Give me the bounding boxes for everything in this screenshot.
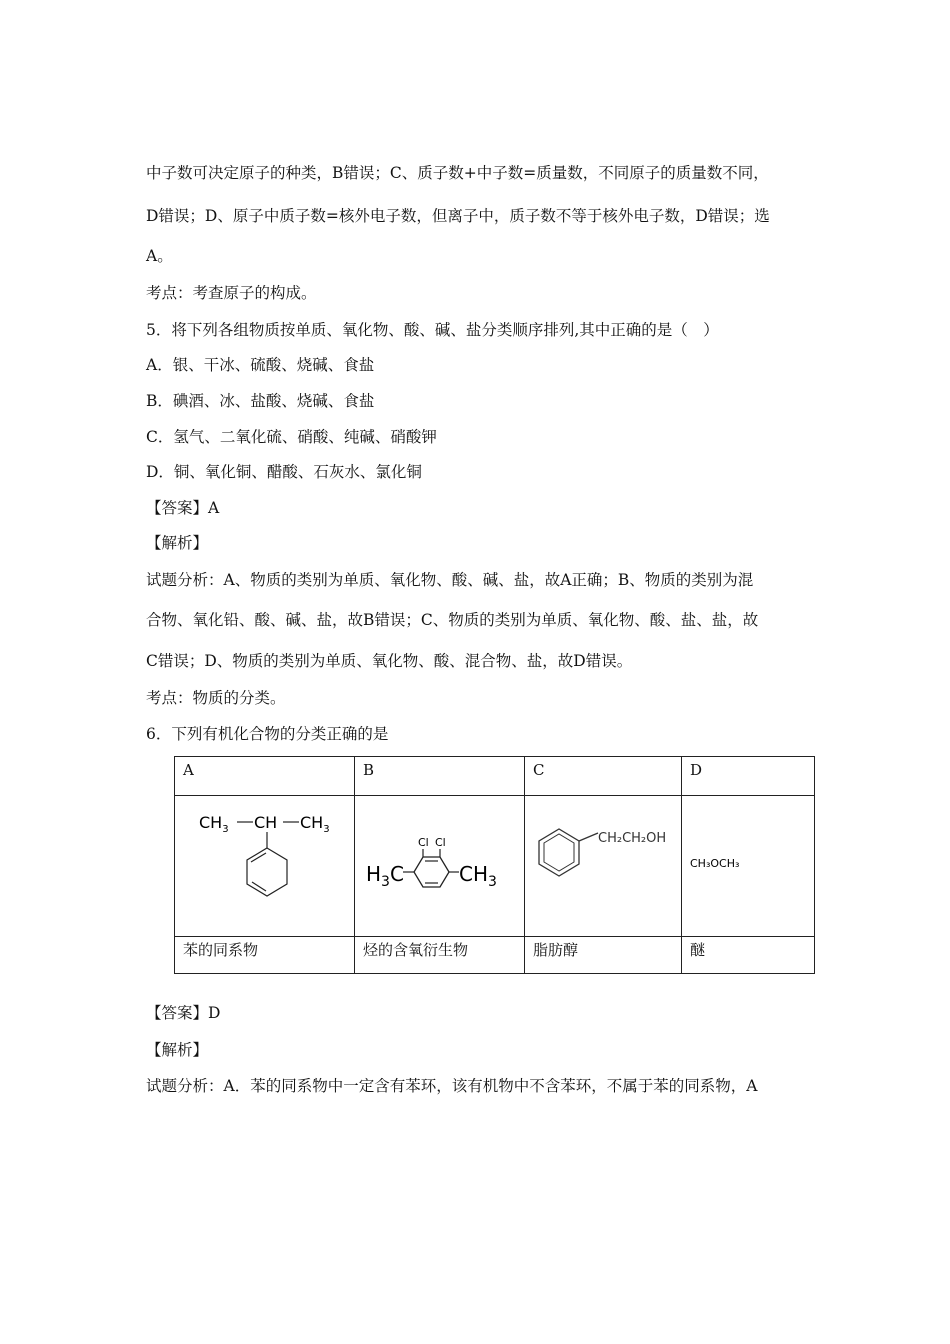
structure-d	[682, 796, 815, 937]
structure-a-ch3-right: $CH_3$	[300, 813, 330, 835]
text-line: D错误；D、原子中质子数=核外电子数，但离子中，质子数不等于核外电子数，D错误；选	[146, 207, 770, 225]
analysis-line: 试题分析：A、物质的类别为单质、氧化物、酸、碱、盐，故A正确；B、物质的类别为混	[146, 571, 754, 589]
option-b: B．碘酒、冰、盐酸、烧碱、食盐	[146, 392, 375, 410]
structure-b	[355, 796, 525, 937]
structure-c	[525, 796, 682, 937]
category-a: 苯的同系物	[175, 937, 355, 974]
structure-b-ch3: $CH_3$	[459, 862, 497, 890]
header-a: A	[175, 757, 355, 796]
header-d: D	[682, 757, 815, 796]
analysis-line: C错误；D、物质的类别为单质、氧化物、酸、混合物、盐，故D错误。	[146, 652, 633, 670]
analysis-label: 【解析】	[146, 534, 209, 552]
header-b: B	[355, 757, 525, 796]
category-c: 脂肪醇	[525, 937, 682, 974]
structure-a-diagram	[175, 796, 353, 932]
analysis-line: 合物、氧化铅、酸、碱、盐，故B错误；C、物质的类别为单质、氧化物、酸、盐、盐，故	[146, 611, 759, 629]
table-category-row	[175, 937, 815, 974]
ring-inner	[544, 834, 574, 871]
double-bond-line	[252, 882, 266, 891]
kaodian: 考点：考查原子的构成。	[146, 284, 317, 302]
question-stem: 6．下列有机化合物的分类正确的是	[146, 725, 389, 743]
category-d: 醚	[682, 937, 815, 974]
kaodian: 考点：物质的分类。	[146, 689, 286, 707]
table-header-row	[175, 757, 815, 796]
category-b: 烃的含氧衍生物	[355, 937, 525, 974]
structure-a-ch: CH	[254, 813, 278, 832]
classification-table	[174, 756, 815, 974]
structure-b-cl1: Cl	[418, 836, 429, 849]
structure-d-formula: CH₃OCH₃	[690, 857, 740, 870]
bond-line	[579, 833, 598, 841]
structure-a-ch3-left: $CH_3$	[199, 813, 229, 835]
structure-b-h3c: $H_3C$	[366, 862, 404, 890]
structure-b-cl2: Cl	[435, 836, 446, 849]
structure-c-label: CH₂CH₂OH	[598, 831, 667, 846]
text-line: 中子数可决定原子的种类，B错误；C、质子数+中子数=质量数，不同原子的质量数不同，	[146, 164, 769, 182]
option-d: D．铜、氧化铜、醋酸、石灰水、氯化铜	[146, 463, 422, 481]
analysis-line: 试题分析：A．苯的同系物中一定含有苯环，该有机物中不含苯环，不属于苯的同系物，A	[146, 1077, 758, 1095]
text-line: A。	[146, 247, 173, 265]
option-c: C．氢气、二氧化硫、硝酸、纯碱、硝酸钾	[146, 428, 437, 446]
analysis-label: 【解析】	[146, 1041, 209, 1059]
structure-c-diagram	[525, 796, 680, 932]
ring-benzene	[539, 829, 579, 876]
ring-cyclohexadiene	[247, 848, 287, 896]
double-bond-line	[251, 853, 266, 862]
option-a: A．银、干冰、硫酸、烧碱、食盐	[146, 356, 375, 374]
structure-b-diagram	[355, 796, 523, 932]
table-structure-row	[175, 796, 815, 937]
header-c: C	[525, 757, 682, 796]
answer: 【答案】D	[146, 1004, 221, 1022]
answer: 【答案】A	[146, 499, 220, 517]
structure-d-diagram	[682, 796, 813, 932]
structure-a	[175, 796, 355, 937]
question-stem: 5．将下列各组物质按单质、氧化物、酸、碱、盐分类顺序排列,其中正确的是（ ）	[146, 321, 719, 339]
